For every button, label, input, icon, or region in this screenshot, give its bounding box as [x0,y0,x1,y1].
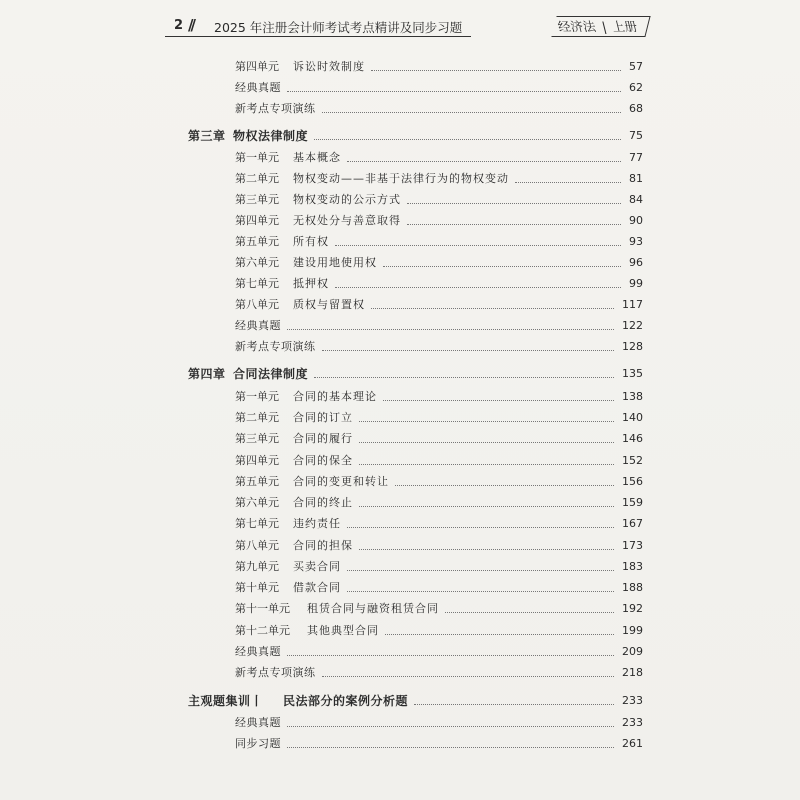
toc-row [0,713,800,733]
toc-unit-label: 第四单元 [235,214,279,227]
toc-title: 合同的担保 [293,539,353,552]
toc-leader-dots [287,747,614,748]
toc-unit-label: 第十一单元 [235,602,290,615]
toc-leader-dots [322,350,614,351]
toc-chapter-label: 第四章 [188,367,226,381]
toc-row [0,536,800,556]
toc-leader-dots [407,224,621,225]
toc-row [0,408,800,428]
toc-page-number: 159 [622,496,643,509]
toc-title: 新考点专项演练 [235,340,316,353]
toc-page-number: 140 [622,411,643,424]
toc-chapter-row [0,126,800,146]
toc-leader-dots [359,549,614,550]
toc-title: 借款合同 [293,581,341,594]
toc-page-number: 135 [622,367,643,380]
toc-leader-dots [371,70,621,71]
toc-row [0,557,800,577]
toc-page-number: 218 [622,666,643,679]
toc-chapter-row [0,364,800,384]
toc-title: 合同的保全 [293,454,353,467]
toc-leader-dots [322,112,621,113]
toc-row [0,514,800,534]
toc-leader-dots [359,506,614,507]
header-slash-mark: // [188,16,193,34]
toc-page-number: 188 [622,581,643,594]
toc-unit-label: 第四单元 [235,60,279,73]
toc-page-number: 122 [622,319,643,332]
toc-title: 合同的终止 [293,496,353,509]
toc-unit-label: 第七单元 [235,277,279,290]
toc-page-number: 90 [629,214,643,227]
toc-unit-label: 第十二单元 [235,624,290,637]
toc-chapter-row [0,691,800,711]
toc-page-number: 167 [622,517,643,530]
toc-row [0,78,800,98]
toc-row [0,99,800,119]
toc-leader-dots [287,329,614,330]
toc-title: 其他典型合同 [307,624,379,637]
toc-title: 合同的订立 [293,411,353,424]
toc-unit-label: 第四单元 [235,454,279,467]
toc-page-number: 128 [622,340,643,353]
toc-page-number: 57 [629,60,643,73]
toc-chapter-label: 第三章 [188,129,226,143]
toc-unit-label: 第五单元 [235,475,279,488]
volume-label: 上册 [609,19,639,34]
toc-page-number: 146 [622,432,643,445]
toc-unit-label: 第十单元 [235,581,279,594]
toc-title: 合同的变更和转让 [293,475,389,488]
toc-row [0,734,800,754]
toc-leader-dots [287,91,621,92]
toc-row [0,451,800,471]
toc-page-number: 209 [622,645,643,658]
toc-unit-label: 第九单元 [235,560,279,573]
toc-title: 违约责任 [293,517,341,530]
toc-row [0,642,800,662]
toc-unit-label: 第八单元 [235,539,279,552]
toc-page-number: 84 [629,193,643,206]
toc-page-number: 233 [622,716,643,729]
toc-title: 经典真题 [235,319,281,332]
toc-row [0,599,800,619]
toc-row [0,274,800,294]
toc-row [0,578,800,598]
toc-row [0,295,800,315]
toc-title: 物权变动的公示方式 [293,193,401,206]
toc-row [0,493,800,513]
toc-page-number: 62 [629,81,643,94]
toc-page-number: 156 [622,475,643,488]
subject-label: 经济法 [556,19,598,34]
toc-unit-label: 第三单元 [235,193,279,206]
toc-page-number: 173 [622,539,643,552]
toc-unit-label: 第八单元 [235,298,279,311]
header-rule [165,36,471,37]
toc-unit-label: 第七单元 [235,517,279,530]
toc-leader-dots [347,527,614,528]
toc-title: 租赁合同与融资租赁合同 [307,602,439,615]
toc-chapter-label: 主观题集训丨 [188,694,264,708]
toc-row [0,472,800,492]
toc-title: 质权与留置权 [293,298,365,311]
toc-row [0,190,800,210]
toc-leader-dots [414,704,614,705]
toc-page-number: 96 [629,256,643,269]
toc-unit-label: 第一单元 [235,151,279,164]
toc-row [0,663,800,683]
toc-row [0,253,800,273]
toc-title: 民法部分的案例分析题 [283,694,409,708]
toc-leader-dots [407,203,621,204]
toc-leader-dots [359,464,614,465]
toc-title: 合同法律制度 [233,367,309,381]
book-title: 2025 年注册会计师考试考点精讲及同步习题 [214,20,463,35]
toc-leader-dots [347,570,614,571]
toc-title: 物权变动——非基于法律行为的物权变动 [293,172,509,185]
toc-title: 抵押权 [293,277,329,290]
toc-title: 合同的履行 [293,432,353,445]
toc-page-number: 233 [622,694,643,707]
toc-unit-label: 第六单元 [235,496,279,509]
toc-leader-dots [395,485,614,486]
toc-row [0,429,800,449]
toc-leader-dots [371,308,614,309]
toc-leader-dots [385,634,614,635]
toc-leader-dots [383,266,621,267]
toc-page-number: 99 [629,277,643,290]
toc-leader-dots [359,421,614,422]
toc-title: 基本概念 [293,151,341,164]
toc-page-number: 152 [622,454,643,467]
page-number: 2 [174,18,184,33]
toc-leader-dots [314,377,614,378]
toc-unit-label: 第六单元 [235,256,279,269]
toc-row [0,337,800,357]
toc-leader-dots [383,400,614,401]
toc-row [0,169,800,189]
toc-title: 物权法律制度 [233,129,309,143]
toc-row [0,387,800,407]
toc-title: 同步习题 [235,737,281,750]
toc-leader-dots [347,161,621,162]
toc-row [0,232,800,252]
toc-leader-dots [314,139,621,140]
toc-unit-label: 第三单元 [235,432,279,445]
toc-row [0,211,800,231]
toc-page-number: 81 [629,172,643,185]
toc-row [0,316,800,336]
toc-title: 所有权 [293,235,329,248]
toc-title: 合同的基本理论 [293,390,377,403]
toc-page-number: 93 [629,235,643,248]
toc-title: 诉讼时效制度 [293,60,365,73]
toc-title: 经典真题 [235,81,281,94]
toc-leader-dots [445,612,614,613]
toc-title: 经典真题 [235,716,281,729]
toc-row [0,57,800,77]
toc-page-number: 199 [622,624,643,637]
subject-tag: 经济法 | 上册 [551,16,650,37]
toc-title: 新考点专项演练 [235,666,316,679]
toc-leader-dots [359,442,614,443]
toc-leader-dots [515,182,621,183]
toc-title: 经典真题 [235,645,281,658]
toc-title: 新考点专项演练 [235,102,316,115]
toc-page-number: 183 [622,560,643,573]
toc-page-number: 68 [629,102,643,115]
toc-leader-dots [335,287,621,288]
toc-leader-dots [322,676,614,677]
toc-unit-label: 第二单元 [235,172,279,185]
toc-page-number: 75 [629,129,643,142]
toc-title: 无权处分与善意取得 [293,214,401,227]
toc-title: 买卖合同 [293,560,341,573]
toc-row [0,148,800,168]
toc-leader-dots [335,245,621,246]
toc-leader-dots [287,655,614,656]
toc-page-number: 192 [622,602,643,615]
toc-page-number: 138 [622,390,643,403]
toc-unit-label: 第一单元 [235,390,279,403]
toc-leader-dots [287,726,614,727]
toc-unit-label: 第二单元 [235,411,279,424]
toc-unit-label: 第五单元 [235,235,279,248]
toc-leader-dots [347,591,614,592]
toc-page-number: 117 [622,298,643,311]
toc-page-number: 77 [629,151,643,164]
toc-page-number: 261 [622,737,643,750]
toc-title: 建设用地使用权 [293,256,377,269]
toc-row [0,621,800,641]
